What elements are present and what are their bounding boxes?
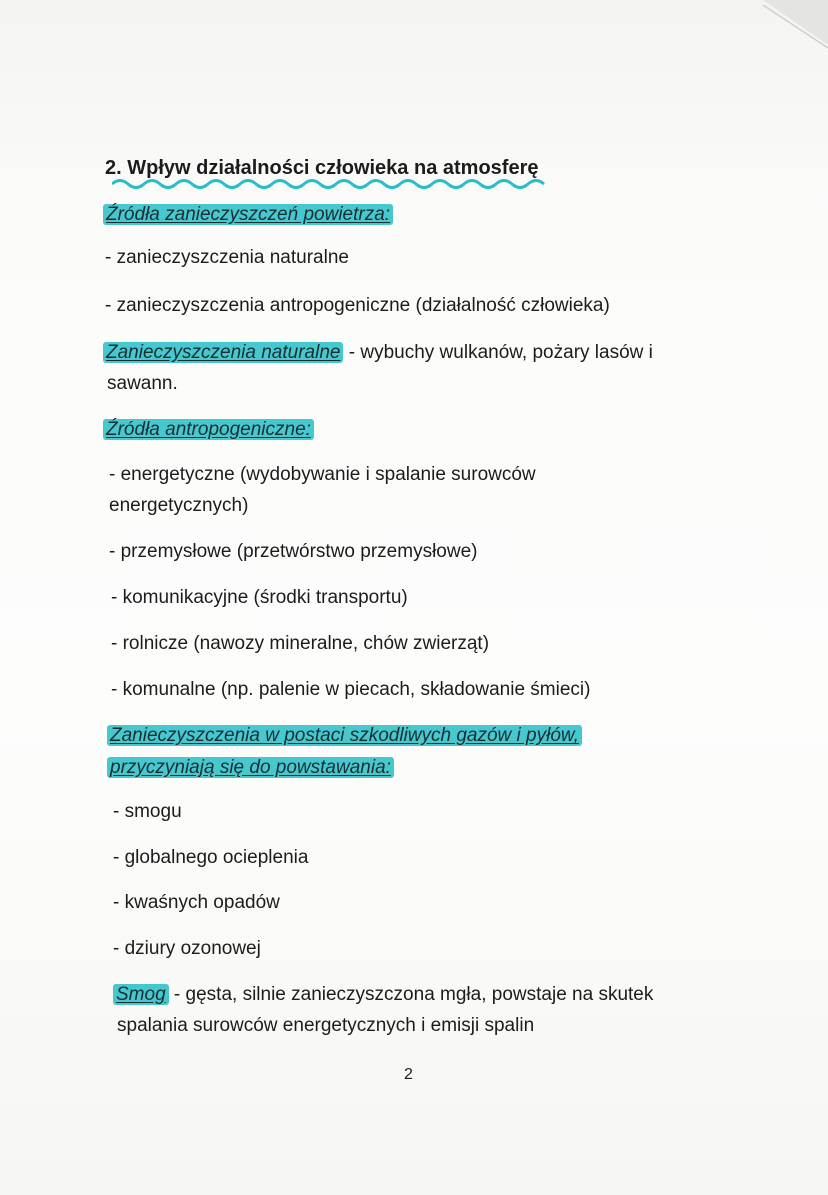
list-item: - komunikacyjne (środki transportu)	[111, 587, 408, 608]
list-item: - przemysłowe (przetwórstwo przemysłowe)	[109, 541, 478, 562]
list-item-continued: energetycznych)	[109, 495, 249, 516]
page-number: 2	[404, 1066, 413, 1083]
title-wavy-underline	[112, 176, 552, 192]
smog-definition: - gęsta, silnie zanieczyszczona mgła, powstaje na skutek	[168, 984, 654, 1005]
list-item: - energetyczne (wydobywanie i spalanie surowców	[109, 464, 536, 485]
effects-heading: Zanieczyszczenia w postaci szkodliwych gazów i pyłów,	[107, 725, 582, 746]
smog-term: Smog	[113, 984, 169, 1005]
effects-heading-continued: przyczyniają się do powstawania:	[107, 757, 394, 778]
list-item: - komunalne (np. palenie w piecach, składowanie śmieci)	[111, 679, 591, 700]
list-item: - kwaśnych opadów	[113, 892, 280, 913]
smog-definition-continued: spalania surowców energetycznych i emisji spalin	[117, 1015, 535, 1036]
page-corner-fold	[738, 0, 828, 70]
list-item: - smogu	[113, 801, 182, 822]
list-item: - dziury ozonowej	[113, 938, 261, 959]
list-item: - zanieczyszczenia antropogeniczne (działalność człowieka)	[105, 295, 610, 316]
list-item: - zanieczyszczenia naturalne	[105, 247, 349, 268]
natural-definition: - wybuchy wulkanów, pożary lasów i	[343, 342, 653, 363]
natural-term: Zanieczyszczenia naturalne	[103, 342, 343, 363]
anthropogenic-heading: Źródła antropogeniczne:	[103, 419, 314, 440]
page-title: 2. Wpływ działalności człowieka na atmosferę	[105, 157, 539, 179]
sources-heading: Źródła zanieczyszczeń powietrza:	[103, 204, 393, 225]
natural-definition-continued: sawann.	[107, 373, 178, 394]
list-item: - rolnicze (nawozy mineralne, chów zwierząt)	[111, 633, 490, 654]
list-item: - globalnego ocieplenia	[113, 847, 309, 868]
